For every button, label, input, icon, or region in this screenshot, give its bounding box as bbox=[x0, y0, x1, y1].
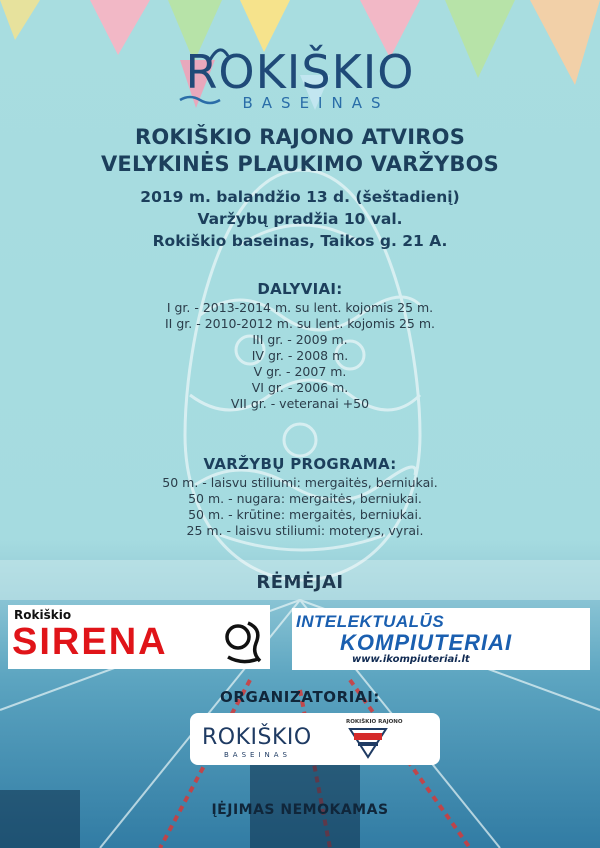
event-title bbox=[0, 124, 600, 178]
program-heading: VARŽYBŲ PROGRAMA: bbox=[203, 455, 397, 473]
rokiskio-baseinas-logo bbox=[150, 30, 450, 115]
free-entry-note: ĮĖJIMAS NEMOKAMAS bbox=[211, 802, 389, 818]
participant-group: I gr. - 2013-2014 m. su lent. kojomis 25 m. bbox=[166, 300, 434, 315]
org-pool-logo-word: ROKIŠKIO bbox=[202, 725, 312, 750]
organizers-heading: ORGANIZATORIAI: bbox=[220, 688, 380, 706]
program-item: 25 m. - laisvu stiliumi: moterys, vyrai. bbox=[186, 523, 424, 538]
event-place: Rokiškio baseinas, Taikos g. 21 A. bbox=[152, 232, 448, 250]
program-item: 50 m. - nugara: mergaitės, berniukai. bbox=[188, 491, 422, 506]
ikomp-line-1: INTELEKTUALŪS bbox=[296, 612, 445, 631]
participant-group: IV gr. - 2008 m. bbox=[251, 348, 349, 363]
ikompiuteriai-sponsor-logo bbox=[292, 608, 590, 670]
participants-heading: DALYVIAI: bbox=[257, 280, 343, 298]
program-item: 50 m. - laisvu stiliumi: mergaitės, berniukai. bbox=[162, 475, 438, 490]
participant-group: III gr. - 2009 m. bbox=[252, 332, 348, 347]
event-info bbox=[0, 186, 600, 252]
event-start-time: Varžybų pradžia 10 val. bbox=[197, 210, 403, 228]
sponsors-heading: RĖMĖJAI bbox=[256, 572, 344, 593]
org-pool-logo-sub: BASEINAS bbox=[224, 751, 291, 759]
title-line-2: VELYKINĖS PLAUKIMO VARŽYBOS bbox=[100, 152, 499, 176]
logo-word: ROKIŠKIO bbox=[185, 45, 415, 99]
sport-center-emblem-icon bbox=[348, 727, 388, 759]
ikomp-url: www.ikompiuteriai.lt bbox=[352, 654, 470, 665]
participant-group: II gr. - 2010-2012 m. su lent. kojomis 25 m. bbox=[164, 316, 435, 331]
sport-center-name: ROKIŠKIO RAJONO bbox=[346, 719, 403, 725]
event-date: 2019 m. balandžio 13 d. (šeštadienį) bbox=[140, 188, 460, 206]
sirena-top-word: Rokiškio bbox=[14, 608, 72, 622]
participants-section bbox=[0, 280, 600, 412]
participant-group: VI gr. - 2006 m. bbox=[251, 380, 349, 395]
participant-group: VII gr. - veteranai +50 bbox=[230, 396, 370, 411]
participants-list bbox=[0, 300, 600, 412]
program-item: 50 m. - krūtine: mergaitės, berniukai. bbox=[188, 507, 422, 522]
sirena-main-word: SIRENA bbox=[12, 621, 168, 663]
logo-sub: BASEINAS bbox=[242, 94, 390, 112]
participant-group: V gr. - 2007 m. bbox=[253, 364, 347, 379]
title-line-1: ROKIŠKIO RAJONO ATVIROS bbox=[134, 125, 466, 149]
program-section bbox=[0, 455, 600, 539]
sirena-sponsor-logo bbox=[8, 605, 270, 669]
sirena-emblem-icon bbox=[222, 613, 268, 665]
organizers-logos bbox=[190, 713, 440, 765]
ikomp-line-2: KOMPIUTERIAI bbox=[340, 630, 513, 655]
program-list bbox=[0, 475, 600, 539]
